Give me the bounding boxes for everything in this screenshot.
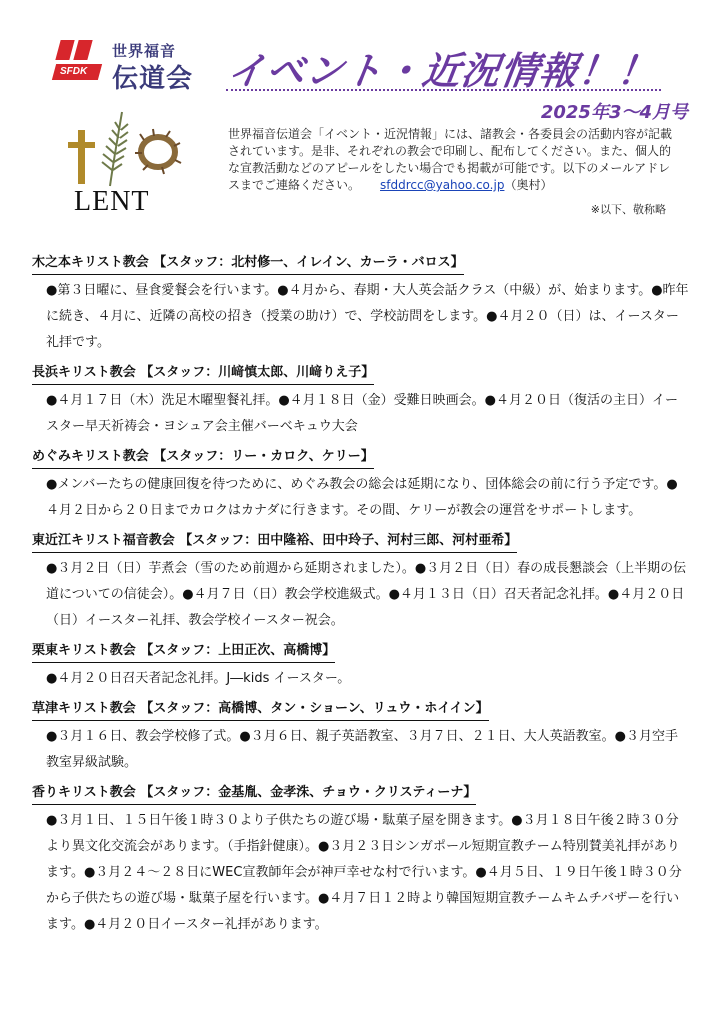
lent-label: LENT [74, 186, 150, 217]
church-entry-title: 香りキリスト教会 【スタッフ：金基胤、金孝洙、チョウ・クリスティーナ】 [32, 783, 476, 805]
church-entry [32, 639, 692, 692]
church-entry-body: ●３月２日（日）芋煮会（雪のため前週から延期されました）。●３月２日（日）春の成長懇談会（上半期の伝道についての信徒会）。●４月７日（日）教会学校進級式。●４月１３日（日）召天者記念礼拝。●４月２０日（日）イースター礼拝、教会学校イースター祝会。 [46, 561, 687, 628]
church-entry [32, 361, 692, 440]
cross-palm-crown-icon [58, 108, 186, 188]
church-entry-title: 東近江キリスト福音教会 【スタッフ：田中隆裕、田中玲子、河村三郎、河村亜希】 [32, 531, 517, 553]
contact-email-link[interactable]: sfddrcc@yahoo.co.jp [380, 178, 505, 192]
church-news-list [32, 251, 692, 943]
church-entry-title: めぐみキリスト教会 【スタッフ：リー・カロク、ケリー】 [32, 447, 374, 469]
org-name-line1: 世界福音 [112, 42, 177, 60]
church-entry-title: 木之本キリスト教会 【スタッフ：北村修一、イレイン、カーラ・バロス】 [32, 253, 464, 275]
church-entry-body: ●４月１７日（木）洗足木曜聖餐礼拝。●４月１８日（金）受難日映画会。●４月２０日（復活の主日）イースター早天祈祷会・ヨシュア会主催バーベキュウ大会 [46, 393, 679, 434]
lent-illustration [58, 108, 186, 218]
church-entry [32, 445, 692, 524]
church-entry-body: ●４月２０日召天者記念礼拝。J―kids イースター。 [46, 671, 351, 686]
intro-paragraph [228, 126, 678, 194]
org-logo [46, 38, 196, 94]
church-entry-body: ●メンバーたちの健康回復を待つために、めぐみ教会の総会は延期になり、団体総会の前に行う予定です。●４月２日から２０日までカロクはカナダに行きます。その間、ケリーが教会の運営をサポートします。 [46, 477, 678, 518]
org-name-line2: 伝道会 [112, 64, 194, 94]
church-entry-body: ●３月１日、１５日午後１時３０より子供たちの遊び場・駄菓子屋を開きます。●３月１８日午後２時３０分より異文化交流会があります。（手指針健康）。●３月２３日シンガポール短期宣教チーム特別賛美礼拝があります。●３月２４～２８日にWEC宣教師年会が神戸幸せな村で行います。●４月５日、１９日午後１時３０分から子供たちの遊び場・駄菓子屋を行います。●４月７日１２時より韓国短期宣教チームキムチバザーを行います。●４月２０日イースター礼拝があります。 [46, 813, 682, 932]
logo-mark-icon [54, 40, 104, 84]
intro-text: 世界福音伝道会「イベント・近況情報」には、諸教会・各委員会の活動内容が記載されています。是非、それぞれの教会で印刷し、配布してください。また、個人的な宣教活動などのアピールをしたい場合でも掲載が可能です。以下のメールアドレスまでご連絡ください。 [228, 127, 673, 192]
logo-abbr: SFDK [60, 66, 88, 77]
church-entry [32, 781, 692, 938]
church-entry-title: 栗東キリスト教会 【スタッフ：上田正次、高橋博】 [32, 641, 335, 663]
church-entry-title: 草津キリスト教会 【スタッフ：高橋博、タン・ショーン、リュウ・ホイイン】 [32, 699, 489, 721]
church-entry [32, 251, 692, 356]
honorifics-note: ※以下、敬称略 [590, 203, 666, 216]
church-entry [32, 529, 692, 634]
page-title: イベント・近況情報！！ [224, 49, 660, 93]
issue-label: 2025年3～4月号 [540, 102, 688, 123]
contact-name: （奥村） [504, 178, 553, 192]
church-entry [32, 697, 692, 776]
church-entry-body: ●第３日曜に、昼食愛餐会を行います。●４月から、春期・大人英会話クラス（中級）が、始まります。●昨年に続き、４月に、近隣の高校の招き（授業の助け）で、学校訪問をします。●４月２０（日）は、イースター礼拝です。 [46, 283, 689, 350]
church-entry-title: 長浜キリスト教会 【スタッフ：川﨑慎太郎、川﨑りえ子】 [32, 363, 374, 385]
church-entry-body: ●３月１６日、教会学校修了式。●３月６日、親子英語教室、３月７日、２１日、大人英語教室。●３月空手教室昇級試験。 [46, 729, 679, 770]
title-divider [226, 89, 661, 91]
